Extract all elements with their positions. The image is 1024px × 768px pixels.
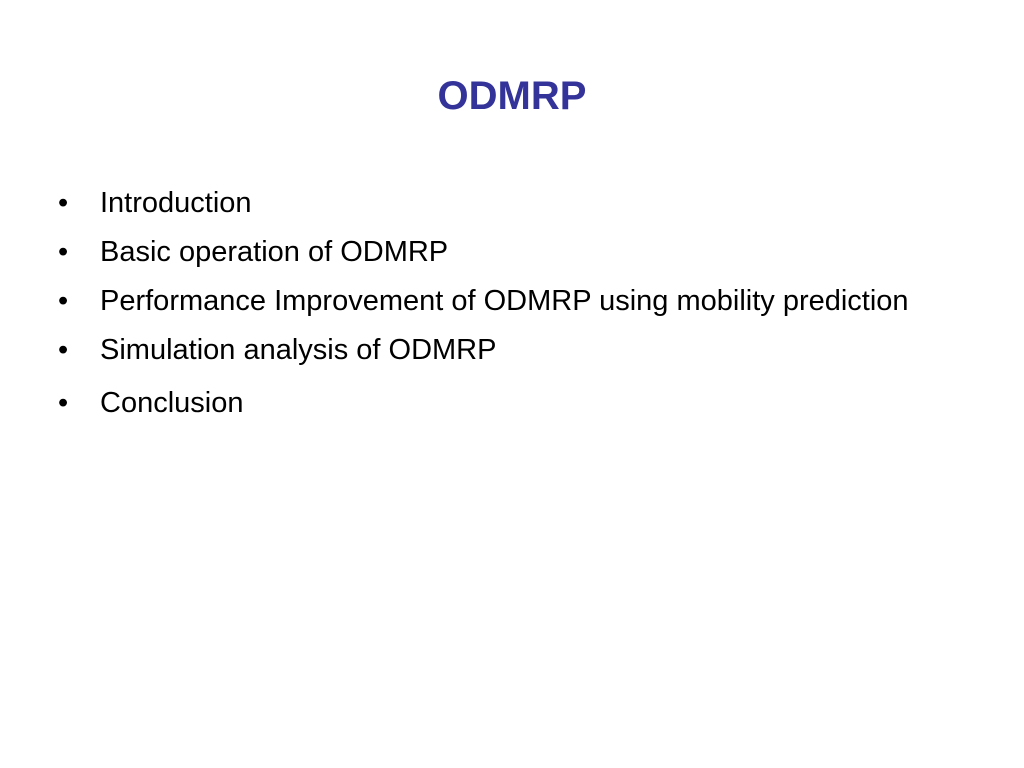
list-item xyxy=(58,384,938,423)
list-item xyxy=(58,184,938,223)
bullet-text-simulation-analysis: Simulation analysis of ODMRP xyxy=(100,334,497,366)
bullet-text-basic-operation: Basic operation of ODMRP xyxy=(100,236,449,268)
list-item xyxy=(58,233,938,272)
bullet-text-conclusion: Conclusion xyxy=(100,387,244,419)
list-item xyxy=(58,331,938,370)
bullet-text-performance-improvement: Performance Improvement of ODMRP using mobility prediction xyxy=(100,285,909,317)
bullet-icon: • xyxy=(58,285,69,317)
bullet-icon: • xyxy=(58,236,69,268)
bullet-text-introduction: Introduction xyxy=(100,187,252,219)
bullet-icon: • xyxy=(58,387,69,419)
bullet-icon: • xyxy=(58,334,69,366)
list-item xyxy=(58,282,938,321)
bullet-icon: • xyxy=(58,187,69,219)
slide-title: ODMRP xyxy=(437,74,587,118)
bullet-list xyxy=(58,184,938,433)
